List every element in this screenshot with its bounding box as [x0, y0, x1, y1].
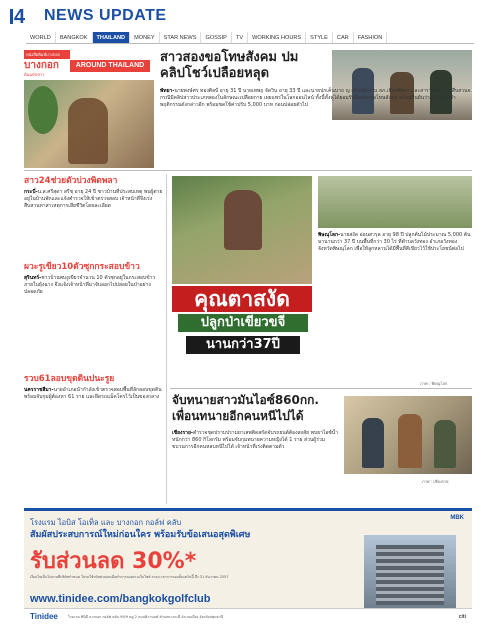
nav-item-working-hours[interactable]: WORKING HOURS	[248, 32, 306, 43]
brief-body	[24, 275, 164, 296]
ad-discount: รับส่วนลด 30%*	[30, 549, 197, 574]
feature-headline-2[interactable]: ปลูกป่าเขียวขจี	[178, 314, 308, 332]
divider	[170, 388, 472, 389]
story3-dateline: เชียงราย-	[172, 430, 193, 436]
photo-person	[224, 190, 262, 250]
feature-headline-3[interactable]: นานกว่า37ปี	[186, 336, 300, 354]
ad-line-2: สัมผัสประสบการณ์ใหม่ก่อนใคร พร้อมรับข้อเสนอสุดพิเศษ	[30, 530, 251, 540]
brand-sub: ต้นฉบับข่าว	[24, 72, 45, 77]
brief-headline: ผวะรูเขียว10ตัวซุกกระสอบข้าว	[24, 262, 140, 272]
feature-body	[318, 232, 472, 253]
nav-item-tv[interactable]: TV	[232, 32, 248, 43]
brief-headline: สาว24ช่วยตัวบ่วงพิดพลา	[24, 176, 118, 186]
story3-photo	[344, 396, 472, 474]
feature-dateline: พิษณุโลก-	[318, 232, 341, 238]
photo-tree	[28, 86, 58, 134]
photo-figure	[68, 98, 108, 164]
ad-logo: MBK	[450, 515, 464, 521]
feature-photo-credit: ภาพ : พิษณุโลก	[420, 381, 448, 386]
nav-item-gossip[interactable]: GOSSIP	[201, 32, 231, 43]
around-thailand-banner: AROUND THAILAND	[70, 60, 150, 72]
ad-line-1: โรงแรม ไอบิส โอเท็ล และ บางกอก กอล์ฟ คลับ	[30, 518, 182, 527]
brief-body	[24, 387, 164, 401]
story3-body	[172, 430, 340, 451]
brief-dateline: นครราชสีมา-	[24, 387, 54, 393]
brief-3[interactable]	[24, 374, 164, 401]
divider	[24, 170, 472, 171]
story1-body	[160, 88, 472, 109]
advertisement[interactable]	[24, 508, 472, 624]
brief-dateline: กระบี่-	[24, 189, 38, 195]
story3-photo-credit: ภาพ : เชียงราย	[422, 479, 449, 484]
ad-footer	[24, 608, 472, 624]
ad-sponsor-logo: citi	[458, 613, 466, 620]
brief-2[interactable]	[24, 262, 164, 296]
nav-item-bangkok[interactable]: BANGKOK	[56, 32, 93, 43]
brand-small: หนังสือพิมพ์บางกอก	[24, 50, 70, 59]
story3-body-text: ตำรวจชุดปราบปรามยาเสพติดสกัดจับรถยนต์ต้องสงสัย พบยาไอซ์น้ำหนักกว่า 860 กิโลกรัม พร้อมจับกุมทนายความหญิงได้ 1 ราย ส่วนผู้ร่วมขบวนการอีกคนหลบหนีไปได้ เจ้าหน้าที่เร่งติดตามตัว	[172, 430, 339, 450]
photo-person	[398, 414, 422, 468]
page-number: 4	[14, 6, 26, 28]
nav-item-world[interactable]: WORLD	[26, 32, 56, 43]
brief-dateline: สุรินทร์-	[24, 275, 42, 281]
brief-1[interactable]	[24, 176, 164, 210]
ad-building-image	[364, 535, 456, 609]
nav-item-star-news[interactable]: STAR NEWS	[160, 32, 202, 43]
brief-body-text: น.ส.ศรีสุดา สรีชุ อายุ 24 ปี ชาวบ้านที่ประสบเหตุ พบผู้ตายอยู่ในบ้านพักและแจ้งตำรวจให้เข้าตรวจสอบ เจ้าหน้าที่จึงเร่งสืบสวนหาสาเหตุการเสียชีวิตโดยละเอียด	[24, 189, 163, 209]
story3-headline-text: จับทนายสาวมันไอซ์860กก. เพื่อนทนายอีกคนหนีไปได้	[172, 393, 319, 423]
nav-item-thailand[interactable]: THAILAND	[93, 32, 131, 43]
nav-item-style[interactable]: STYLE	[306, 32, 333, 43]
lead-photo	[24, 80, 154, 168]
feature-headline-1[interactable]: คุณตาสงัด	[172, 286, 312, 312]
ad-footer-brand: Tinidee	[30, 612, 58, 621]
ad-url-link[interactable]: www.tinidee.com/bangkokgolfclub	[30, 593, 211, 605]
nav-item-car[interactable]: CAR	[333, 32, 354, 43]
feature-body-text: นายสงัด อ่อนสวรุล อายุ 98 ปี ปลูกต้นไม้ประมาณ 5,000 ต้น มานานกว่า 37 ปี บนพื้นที่กว่า 30 ไร่ ที่ตำบลวังทอง อำเภอวังทอง จังหวัดพิษณุโลก เพื่อให้ลูกหลานได้มีพื้นที่สีเขียวไว้ใช้ประโยชน์ต่อไป	[318, 232, 471, 252]
story3-headline[interactable]	[172, 392, 332, 424]
story1-headline[interactable]	[160, 50, 320, 82]
brief-body	[24, 189, 164, 210]
photo-person	[434, 420, 456, 468]
story1-headline-text: สาวสองขอโทษสังคม ปมคลิปโชว์เปลือยหลุด	[160, 50, 299, 81]
story1-dateline: พัทยา-	[160, 88, 175, 94]
brief-body-text: ชาวบ้านพบงูเขียวจำนวน 10 ตัวซุกอยู่ในกระสอบข้าวภายในยุ้งฉาง จึงแจ้งเจ้าหน้าที่มาจับออกไปปล่อยในป่าอย่างปลอดภัย	[24, 275, 156, 295]
nav-item-fashion[interactable]: FASHION	[354, 32, 388, 43]
section-title: NEWS UPDATE	[44, 7, 167, 24]
brand-logo: บางกอก	[24, 60, 59, 71]
divider	[166, 174, 167, 504]
brief-headline: รวบ61ลอบขุดดินปนะรูย	[24, 374, 115, 384]
nav-item-money[interactable]: MONEY	[130, 32, 160, 43]
page-header	[0, 0, 491, 40]
feature-photo	[172, 176, 312, 284]
photo-person	[362, 418, 384, 468]
story1-body-text: นายพงษ์ศร ทองศิลป์ อายุ 31 ปี นายเทพฤ จัดวิน อายุ 33 ปี และนายปกเค็นนาถ ญ เจ้าพนักงาน สภ.เมืองพัทยา และสารวัตรตำรวจสืบสวนจ. กรณีมีคลิปสาวประเภทสองในลักษณะเปลือยกาย เผยแพร่ในโลกออนไลน์ ทั้งนี้ทั้งคู่ได้ยอมรับผิดและขอโทษสังคม พร้อมยืนยันว่าจะไม่กระทำพฤติกรรมดังกล่าวอีก พร้อมชดใช้ค่าปรับ 5,000 บาท ก่อนปล่อยตัวไป	[160, 88, 472, 108]
brief-body-text: นายอำเภอนำกำลังเข้าตรวจสอบพื้นที่ลักลอบขุดดิน พร้อมจับกุมผู้ต้องหา 61 ราย และยึดรถแม็คโครไว้เป็นของกลาง	[24, 387, 162, 400]
story1-photo	[332, 50, 472, 120]
section-nav	[26, 32, 474, 44]
ad-fine-print: เงื่อนไขเป็นไปตามที่บริษัทกำหนด โปรดใช้รหัสส่วนลดเมื่อทำการจองผ่านเว็บไซต์ ระยะเวลาการจองตั้งแต่วันนี้ ถึง 31 ธันวาคม 2557	[30, 575, 229, 579]
feature-side-photo	[318, 176, 472, 228]
ad-footer-address: โรงแรม ทินิดี บางกอก กอล์ฟ คลับ 99/9 หมู่ 2 ถนนติวานนท์ ตำบลบางกะดี อำเภอเมือง จังหวัดปทุมธานี	[67, 614, 224, 619]
